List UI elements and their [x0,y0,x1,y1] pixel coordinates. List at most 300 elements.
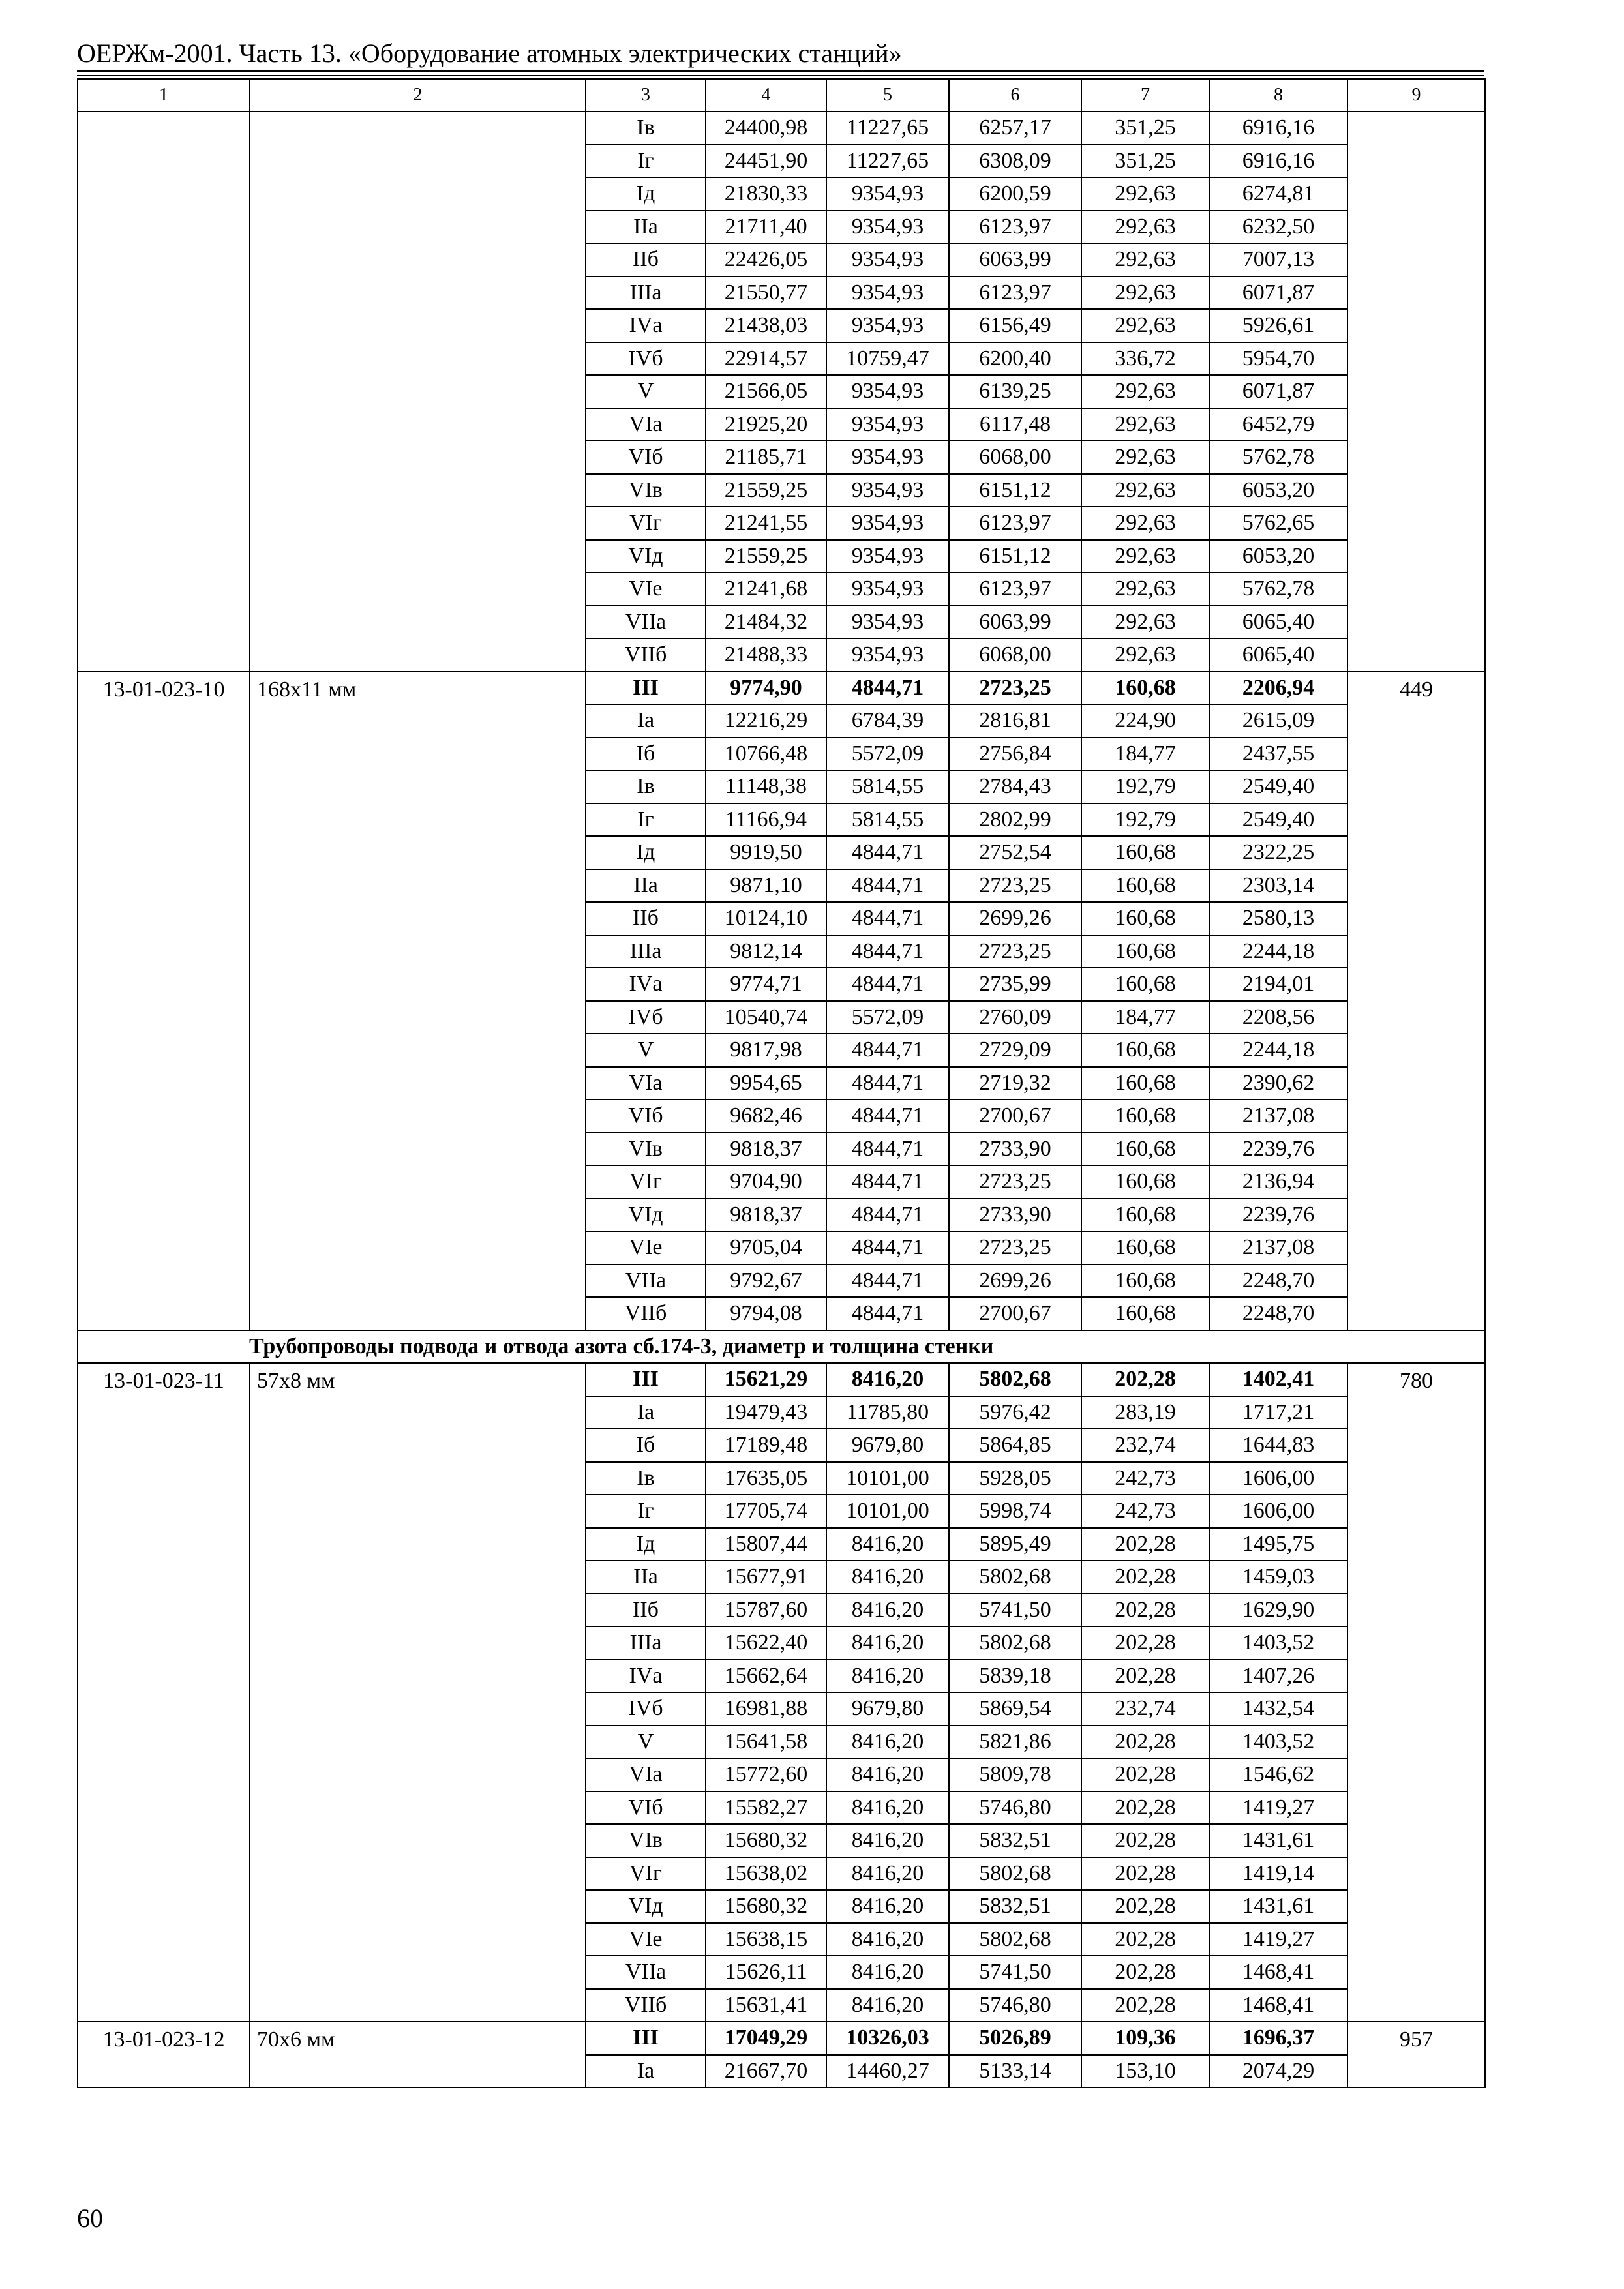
value-cell: 21830,33 [706,177,826,211]
table-row [78,112,1485,145]
value-cell: 6257,17 [949,112,1081,145]
column-number: 5 [826,79,949,112]
value-cell: 2699,26 [949,1264,1081,1298]
value-cell: 6123,97 [949,277,1081,310]
header-rule [77,70,1484,72]
value-cell: 5802,68 [949,1857,1081,1891]
value-cell: 6063,99 [949,606,1081,639]
value-cell: 10101,00 [826,1495,949,1528]
value-cell: 5746,80 [949,1791,1081,1825]
value-cell: 8416,20 [826,1824,949,1857]
value-cell: 160,68 [1081,1264,1209,1298]
value-cell: 2549,40 [1209,803,1347,837]
value-cell: 1419,14 [1209,1857,1347,1891]
value-cell: 6156,49 [949,309,1081,342]
value-cell: 6071,87 [1209,375,1347,408]
value-cell: 6916,16 [1209,112,1347,145]
value-cell: 2719,32 [949,1067,1081,1100]
value-cell: 21667,70 [706,2055,826,2088]
zone-cell: VIб [586,1100,706,1133]
value-cell: 5814,55 [826,803,949,837]
value-cell: 2194,01 [1209,968,1347,1001]
value-cell: 10540,74 [706,1001,826,1034]
value-cell: 2699,26 [949,902,1081,935]
zone-cell: IIа [586,211,706,244]
value-cell: 22426,05 [706,243,826,277]
value-cell: 160,68 [1081,902,1209,935]
table-row [78,1363,1485,1396]
value-cell: 24400,98 [706,112,826,145]
zone-cell: IVб [586,342,706,376]
value-cell: 9682,46 [706,1100,826,1133]
value-cell: 9704,90 [706,1165,826,1199]
value-cell: 5998,74 [949,1495,1081,1528]
value-cell: 202,28 [1081,1626,1209,1660]
value-cell: 9818,37 [706,1133,826,1166]
value-cell: 224,90 [1081,704,1209,738]
value-cell: 292,63 [1081,211,1209,244]
value-cell: 9812,14 [706,935,826,968]
value-cell: 4844,71 [826,1264,949,1298]
price-table [77,78,1486,2088]
value-cell: 9679,80 [826,1429,949,1462]
value-cell: 160,68 [1081,1067,1209,1100]
value-cell: 2549,40 [1209,770,1347,803]
value-cell: 2760,09 [949,1001,1081,1034]
column-number: 6 [949,79,1081,112]
value-cell: 9354,93 [826,474,949,507]
zone-cell: Iв [586,112,706,145]
name-cell: 168х11 мм [250,672,586,1330]
value-cell: 15772,60 [706,1758,826,1791]
zone-cell: IIIа [586,277,706,310]
value-cell: 9774,90 [706,672,826,705]
value-cell: 292,63 [1081,507,1209,540]
zone-cell: VIе [586,1231,706,1264]
code-cell: 13-01-023-12 [78,2022,250,2087]
value-cell: 12216,29 [706,704,826,738]
zone-cell: VIе [586,573,706,606]
zone-cell: IVа [586,1660,706,1693]
zone-cell: VIд [586,540,706,573]
zone-cell: VIг [586,1165,706,1199]
value-cell: 153,10 [1081,2055,1209,2088]
value-cell: 21559,25 [706,474,826,507]
value-cell: 292,63 [1081,277,1209,310]
value-cell: 5762,78 [1209,441,1347,474]
value-cell: 8416,20 [826,1660,949,1693]
zone-cell: V [586,1034,706,1067]
value-cell: 192,79 [1081,770,1209,803]
zone-cell: Iг [586,145,706,178]
value-cell: 292,63 [1081,606,1209,639]
value-cell: 202,28 [1081,1726,1209,1759]
value-cell: 9354,93 [826,540,949,573]
value-cell: 5839,18 [949,1660,1081,1693]
value-cell: 8416,20 [826,1363,949,1396]
value-cell: 4844,71 [826,869,949,903]
value-cell: 2700,67 [949,1100,1081,1133]
value-cell: 14460,27 [826,2055,949,2088]
zone-cell: VIб [586,441,706,474]
page-header: ОЕРЖм-2001. Часть 13. «Оборудование атомных электрических станций» [77,38,902,68]
value-cell: 21711,40 [706,211,826,244]
value-cell: 6068,00 [949,638,1081,672]
zone-cell: VIб [586,1791,706,1825]
value-cell: 2802,99 [949,803,1081,837]
value-cell: 6123,97 [949,573,1081,606]
value-cell: 202,28 [1081,1561,1209,1594]
value-cell: 2322,25 [1209,836,1347,869]
value-cell: 1419,27 [1209,1791,1347,1825]
value-cell: 202,28 [1081,1824,1209,1857]
zone-cell: III [586,672,706,705]
value-cell: 292,63 [1081,177,1209,211]
value-cell: 8416,20 [826,1989,949,2022]
value-cell: 15582,27 [706,1791,826,1825]
value-cell: 6065,40 [1209,606,1347,639]
value-cell: 21488,33 [706,638,826,672]
zone-cell: VIд [586,1199,706,1232]
value-cell: 5572,09 [826,1001,949,1034]
value-cell: 17189,48 [706,1429,826,1462]
value-cell: 5928,05 [949,1462,1081,1495]
value-cell: 8416,20 [826,1528,949,1561]
value-cell: 292,63 [1081,309,1209,342]
value-cell: 6053,20 [1209,540,1347,573]
column-number: 3 [586,79,706,112]
value-cell: 15807,44 [706,1528,826,1561]
value-cell: 2137,08 [1209,1231,1347,1264]
value-cell: 2136,94 [1209,1165,1347,1199]
value-cell: 21185,71 [706,441,826,474]
value-cell: 15638,15 [706,1923,826,1956]
zone-cell: Iв [586,770,706,803]
zone-cell: Iд [586,1528,706,1561]
value-cell: 8416,20 [826,1857,949,1891]
value-cell: 4844,71 [826,935,949,968]
value-cell: 2244,18 [1209,1034,1347,1067]
value-cell: 6117,48 [949,408,1081,441]
value-cell: 202,28 [1081,1923,1209,1956]
value-cell: 2137,08 [1209,1100,1347,1133]
value-cell: 21566,05 [706,375,826,408]
value-cell: 1419,27 [1209,1923,1347,1956]
value-cell: 21241,55 [706,507,826,540]
value-cell: 8416,20 [826,1890,949,1923]
value-cell: 160,68 [1081,672,1209,705]
zone-cell: VIв [586,1133,706,1166]
value-cell: 11227,65 [826,145,949,178]
value-cell: 1629,90 [1209,1594,1347,1627]
zone-cell: VIв [586,474,706,507]
value-cell: 9354,93 [826,638,949,672]
value-cell: 21484,32 [706,606,826,639]
value-cell: 6123,97 [949,211,1081,244]
zone-cell: Iд [586,836,706,869]
value-cell: 292,63 [1081,243,1209,277]
value-cell: 8416,20 [826,1923,949,1956]
value-cell: 160,68 [1081,836,1209,869]
value-cell: 2733,90 [949,1199,1081,1232]
value-cell: 5802,68 [949,1561,1081,1594]
zone-cell: IIа [586,869,706,903]
column-number-row [78,79,1485,112]
value-cell: 8416,20 [826,1561,949,1594]
value-cell: 10124,10 [706,902,826,935]
value-cell: 24451,90 [706,145,826,178]
value-cell: 160,68 [1081,968,1209,1001]
value-cell: 351,25 [1081,112,1209,145]
value-cell: 4844,71 [826,968,949,1001]
value-cell: 202,28 [1081,1989,1209,2022]
value-cell: 9919,50 [706,836,826,869]
value-cell: 2784,43 [949,770,1081,803]
zone-cell: III [586,2022,706,2055]
column-number: 7 [1081,79,1209,112]
value-cell: 5802,68 [949,1923,1081,1956]
value-cell: 2615,09 [1209,704,1347,738]
value-cell: 5809,78 [949,1758,1081,1791]
zone-cell: VIе [586,1923,706,1956]
value-cell: 15621,29 [706,1363,826,1396]
unit-cell: 449 [1347,672,1485,1330]
value-cell: 15626,11 [706,1956,826,1989]
value-cell: 1696,37 [1209,2022,1347,2055]
value-cell: 2248,70 [1209,1297,1347,1330]
value-cell: 184,77 [1081,738,1209,771]
column-number: 1 [78,79,250,112]
zone-cell: Iа [586,1396,706,1429]
zone-cell: V [586,1726,706,1759]
value-cell: 2723,25 [949,1165,1081,1199]
value-cell: 160,68 [1081,1231,1209,1264]
value-cell: 4844,71 [826,902,949,935]
zone-cell: Iа [586,704,706,738]
value-cell: 1644,83 [1209,1429,1347,1462]
value-cell: 2206,94 [1209,672,1347,705]
zone-cell: VIIа [586,606,706,639]
value-cell: 4844,71 [826,836,949,869]
name-cell: 70х6 мм [250,2022,586,2087]
value-cell: 192,79 [1081,803,1209,837]
value-cell: 15787,60 [706,1594,826,1627]
value-cell: 19479,43 [706,1396,826,1429]
value-cell: 21241,68 [706,573,826,606]
value-cell: 15631,41 [706,1989,826,2022]
value-cell: 5821,86 [949,1726,1081,1759]
value-cell: 21559,25 [706,540,826,573]
value-cell: 160,68 [1081,1199,1209,1232]
value-cell: 242,73 [1081,1462,1209,1495]
value-cell: 292,63 [1081,474,1209,507]
value-cell: 5802,68 [949,1626,1081,1660]
value-cell: 9354,93 [826,243,949,277]
value-cell: 9354,93 [826,573,949,606]
value-cell: 5895,49 [949,1528,1081,1561]
value-cell: 4844,71 [826,672,949,705]
value-cell: 1403,52 [1209,1726,1347,1759]
unit-cell: 780 [1347,1363,1485,2022]
value-cell: 1432,54 [1209,1692,1347,1726]
value-cell: 5133,14 [949,2055,1081,2088]
value-cell: 2729,09 [949,1034,1081,1067]
value-cell: 4844,71 [826,1199,949,1232]
value-cell: 160,68 [1081,1100,1209,1133]
value-cell: 184,77 [1081,1001,1209,1034]
value-cell: 15641,58 [706,1726,826,1759]
value-cell: 4844,71 [826,1100,949,1133]
value-cell: 1606,00 [1209,1495,1347,1528]
value-cell: 1459,03 [1209,1561,1347,1594]
value-cell: 5802,68 [949,1363,1081,1396]
value-cell: 9817,98 [706,1034,826,1067]
value-cell: 202,28 [1081,1594,1209,1627]
value-cell: 8416,20 [826,1758,949,1791]
value-cell: 160,68 [1081,1297,1209,1330]
value-cell: 292,63 [1081,638,1209,672]
name-cell [250,112,586,672]
value-cell: 11148,38 [706,770,826,803]
value-cell: 10326,03 [826,2022,949,2055]
value-cell: 2437,55 [1209,738,1347,771]
value-cell: 5864,85 [949,1429,1081,1462]
value-cell: 4844,71 [826,1034,949,1067]
value-cell: 8416,20 [826,1956,949,1989]
value-cell: 5026,89 [949,2022,1081,2055]
zone-cell: Iа [586,2055,706,2088]
value-cell: 5954,70 [1209,342,1347,376]
value-cell: 15638,02 [706,1857,826,1891]
value-cell: 2248,70 [1209,1264,1347,1298]
value-cell: 232,74 [1081,1429,1209,1462]
value-cell: 9871,10 [706,869,826,903]
value-cell: 10766,48 [706,738,826,771]
value-cell: 283,19 [1081,1396,1209,1429]
value-cell: 9354,93 [826,211,949,244]
value-cell: 160,68 [1081,935,1209,968]
value-cell: 5572,09 [826,738,949,771]
value-cell: 9792,67 [706,1264,826,1298]
zone-cell: VIIа [586,1264,706,1298]
section-row [78,1330,1485,1364]
value-cell: 2239,76 [1209,1133,1347,1166]
value-cell: 6916,16 [1209,145,1347,178]
value-cell: 1546,62 [1209,1758,1347,1791]
value-cell: 6151,12 [949,474,1081,507]
zone-cell: VIг [586,507,706,540]
value-cell: 160,68 [1081,1133,1209,1166]
value-cell: 292,63 [1081,540,1209,573]
header-rule-thin [77,75,1484,76]
value-cell: 4844,71 [826,1067,949,1100]
value-cell: 6308,09 [949,145,1081,178]
zone-cell: IIб [586,243,706,277]
zone-cell: IIIа [586,935,706,968]
value-cell: 21438,03 [706,309,826,342]
value-cell: 8416,20 [826,1726,949,1759]
value-cell: 2733,90 [949,1133,1081,1166]
value-cell: 2390,62 [1209,1067,1347,1100]
zone-cell: IIIа [586,1626,706,1660]
value-cell: 7007,13 [1209,243,1347,277]
zone-cell: IIб [586,1594,706,1627]
value-cell: 8416,20 [826,1594,949,1627]
value-cell: 5926,61 [1209,309,1347,342]
column-number: 2 [250,79,586,112]
zone-cell: IVа [586,968,706,1001]
zone-cell: VIд [586,1890,706,1923]
value-cell: 9354,93 [826,177,949,211]
value-cell: 15677,91 [706,1561,826,1594]
value-cell: 9818,37 [706,1199,826,1232]
zone-cell: VIIб [586,1297,706,1330]
value-cell: 6232,50 [1209,211,1347,244]
value-cell: 2723,25 [949,1231,1081,1264]
value-cell: 1431,61 [1209,1824,1347,1857]
value-cell: 5869,54 [949,1692,1081,1726]
unit-cell: 957 [1347,2022,1485,2087]
value-cell: 8416,20 [826,1626,949,1660]
page-number: 60 [77,2204,103,2233]
value-cell: 6200,40 [949,342,1081,376]
zone-cell: Iд [586,177,706,211]
unit-cell [1347,112,1485,672]
value-cell: 11227,65 [826,112,949,145]
value-cell: 351,25 [1081,145,1209,178]
zone-cell: Iв [586,1462,706,1495]
zone-cell: VIIб [586,638,706,672]
value-cell: 9354,93 [826,606,949,639]
zone-cell: IVб [586,1692,706,1726]
value-cell: 9774,71 [706,968,826,1001]
value-cell: 2723,25 [949,935,1081,968]
value-cell: 5746,80 [949,1989,1081,2022]
value-cell: 292,63 [1081,573,1209,606]
zone-cell: IVа [586,309,706,342]
zone-cell: VIIа [586,1956,706,1989]
zone-cell: IVб [586,1001,706,1034]
value-cell: 9354,93 [826,277,949,310]
value-cell: 2735,99 [949,968,1081,1001]
value-cell: 9794,08 [706,1297,826,1330]
value-cell: 232,74 [1081,1692,1209,1726]
name-cell: 57х8 мм [250,1363,586,2022]
value-cell: 1495,75 [1209,1528,1347,1561]
section-title: Трубопроводы подвода и отвода азота сб.174-3, диаметр и толщина стенки [78,1330,1485,1364]
zone-cell: Iг [586,1495,706,1528]
value-cell: 5762,78 [1209,573,1347,606]
value-cell: 2244,18 [1209,935,1347,968]
zone-cell: V [586,375,706,408]
value-cell: 2756,84 [949,738,1081,771]
value-cell: 160,68 [1081,1165,1209,1199]
value-cell: 10101,00 [826,1462,949,1495]
column-number: 4 [706,79,826,112]
value-cell: 17635,05 [706,1462,826,1495]
value-cell: 6452,79 [1209,408,1347,441]
value-cell: 9679,80 [826,1692,949,1726]
value-cell: 9354,93 [826,309,949,342]
zone-cell: IIа [586,1561,706,1594]
value-cell: 6071,87 [1209,277,1347,310]
value-cell: 242,73 [1081,1495,1209,1528]
zone-cell: VIIб [586,1989,706,2022]
value-cell: 160,68 [1081,869,1209,903]
value-cell: 1402,41 [1209,1363,1347,1396]
value-cell: 6784,39 [826,704,949,738]
value-cell: 2816,81 [949,704,1081,738]
